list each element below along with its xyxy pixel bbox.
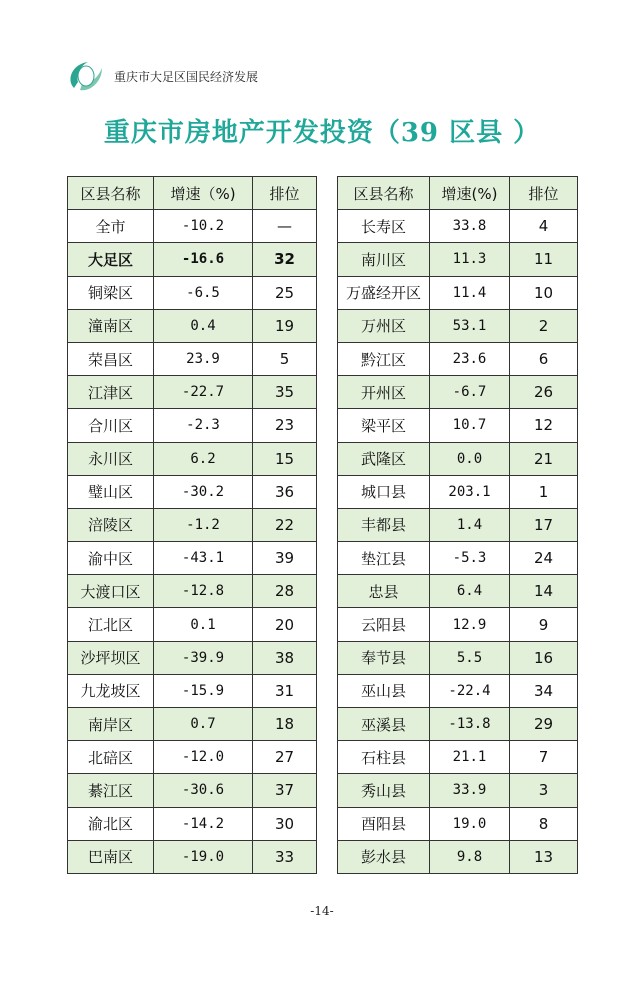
growth-cell: -1.2 xyxy=(154,508,253,541)
rank-cell: 3 xyxy=(510,774,578,807)
rank-cell: 15 xyxy=(253,442,317,475)
growth-cell: 9.8 xyxy=(430,840,510,873)
growth-cell: 33.9 xyxy=(430,774,510,807)
table-row xyxy=(338,243,578,276)
table-row xyxy=(68,276,317,309)
district-cell: 万盛经开区 xyxy=(338,276,430,309)
rank-cell: 2 xyxy=(510,309,578,342)
growth-cell: 19.0 xyxy=(430,807,510,840)
table-row xyxy=(338,475,578,508)
growth-cell: 203.1 xyxy=(430,475,510,508)
rank-cell: 29 xyxy=(510,708,578,741)
org-name: 重庆市大足区国民经济发展 xyxy=(114,69,259,84)
district-cell: 忠县 xyxy=(338,575,430,608)
district-cell: 全市 xyxy=(68,210,154,243)
district-cell: 城口县 xyxy=(338,475,430,508)
table-row xyxy=(338,276,578,309)
header-rank: 排位 xyxy=(253,177,317,210)
rank-cell: 25 xyxy=(253,276,317,309)
rank-cell: 28 xyxy=(253,575,317,608)
table-row xyxy=(338,409,578,442)
district-cell: 垫江县 xyxy=(338,542,430,575)
table-row xyxy=(338,542,578,575)
rank-cell: 30 xyxy=(253,807,317,840)
district-cell: 梁平区 xyxy=(338,409,430,442)
rank-cell: — xyxy=(253,210,317,243)
rank-cell: 37 xyxy=(253,774,317,807)
table-row xyxy=(68,442,317,475)
district-cell: 巫溪县 xyxy=(338,708,430,741)
district-cell: 永川区 xyxy=(68,442,154,475)
table-row xyxy=(68,309,317,342)
district-cell: 九龙坡区 xyxy=(68,674,154,707)
rank-cell: 24 xyxy=(510,542,578,575)
rank-cell: 38 xyxy=(253,641,317,674)
header-growth: 增速（%) xyxy=(154,177,253,210)
table-row xyxy=(68,641,317,674)
district-cell: 北碚区 xyxy=(68,741,154,774)
growth-cell: -10.2 xyxy=(154,210,253,243)
rank-cell: 22 xyxy=(253,508,317,541)
rank-cell: 11 xyxy=(510,243,578,276)
district-cell: 大渡口区 xyxy=(68,575,154,608)
district-cell: 沙坪坝区 xyxy=(68,641,154,674)
rank-cell: 36 xyxy=(253,475,317,508)
table-row xyxy=(68,475,317,508)
rank-cell: 5 xyxy=(253,342,317,375)
rank-cell: 34 xyxy=(510,674,578,707)
page-header xyxy=(66,56,258,96)
table-row xyxy=(338,342,578,375)
table-row xyxy=(338,210,578,243)
district-cell: 万州区 xyxy=(338,309,430,342)
growth-cell: -15.9 xyxy=(154,674,253,707)
right-table-body xyxy=(338,210,578,874)
table-row xyxy=(68,243,317,276)
growth-cell: 0.7 xyxy=(154,708,253,741)
rank-cell: 7 xyxy=(510,741,578,774)
growth-cell: 0.4 xyxy=(154,309,253,342)
growth-cell: 6.4 xyxy=(430,575,510,608)
table-row xyxy=(68,575,317,608)
growth-cell: -12.0 xyxy=(154,741,253,774)
table-row xyxy=(338,741,578,774)
rank-cell: 6 xyxy=(510,342,578,375)
growth-cell: -5.3 xyxy=(430,542,510,575)
table-row xyxy=(68,674,317,707)
district-cell: 铜梁区 xyxy=(68,276,154,309)
table-row xyxy=(338,774,578,807)
growth-cell: -39.9 xyxy=(154,641,253,674)
rank-cell: 20 xyxy=(253,608,317,641)
district-cell: 江北区 xyxy=(68,608,154,641)
growth-cell: -30.6 xyxy=(154,774,253,807)
table-row xyxy=(338,376,578,409)
rank-cell: 32 xyxy=(253,243,317,276)
rank-cell: 4 xyxy=(510,210,578,243)
district-cell: 丰都县 xyxy=(338,508,430,541)
rank-cell: 16 xyxy=(510,641,578,674)
header-growth: 增速(%) xyxy=(430,177,510,210)
growth-cell: 11.3 xyxy=(430,243,510,276)
district-cell: 涪陵区 xyxy=(68,508,154,541)
table-row xyxy=(338,575,578,608)
district-cell: 开州区 xyxy=(338,376,430,409)
table-row xyxy=(338,608,578,641)
growth-cell: -22.7 xyxy=(154,376,253,409)
growth-cell: 21.1 xyxy=(430,741,510,774)
growth-cell: -16.6 xyxy=(154,243,253,276)
table-row xyxy=(68,807,317,840)
growth-cell: 0.0 xyxy=(430,442,510,475)
rank-cell: 18 xyxy=(253,708,317,741)
table-row xyxy=(338,442,578,475)
district-cell: 石柱县 xyxy=(338,741,430,774)
header-district: 区县名称 xyxy=(68,177,154,210)
rank-cell: 19 xyxy=(253,309,317,342)
rank-cell: 35 xyxy=(253,376,317,409)
district-cell: 奉节县 xyxy=(338,641,430,674)
table-row xyxy=(68,508,317,541)
district-cell: 渝北区 xyxy=(68,807,154,840)
growth-cell: -13.8 xyxy=(430,708,510,741)
table-row xyxy=(338,840,578,873)
growth-cell: 23.9 xyxy=(154,342,253,375)
growth-cell: 33.8 xyxy=(430,210,510,243)
growth-cell: 0.1 xyxy=(154,608,253,641)
growth-cell: -22.4 xyxy=(430,674,510,707)
rank-cell: 27 xyxy=(253,741,317,774)
growth-cell: -43.1 xyxy=(154,542,253,575)
rank-cell: 26 xyxy=(510,376,578,409)
growth-cell: 1.4 xyxy=(430,508,510,541)
district-cell: 秀山县 xyxy=(338,774,430,807)
district-cell: 酉阳县 xyxy=(338,807,430,840)
table-row xyxy=(338,708,578,741)
rank-cell: 14 xyxy=(510,575,578,608)
rank-cell: 33 xyxy=(253,840,317,873)
growth-cell: -6.7 xyxy=(430,376,510,409)
district-cell: 云阳县 xyxy=(338,608,430,641)
table-row xyxy=(338,641,578,674)
district-cell: 彭水县 xyxy=(338,840,430,873)
rank-cell: 13 xyxy=(510,840,578,873)
district-cell: 大足区 xyxy=(68,243,154,276)
table-header-row xyxy=(68,177,317,210)
header-rank: 排位 xyxy=(510,177,578,210)
left-table xyxy=(67,176,317,874)
growth-cell: 53.1 xyxy=(430,309,510,342)
district-cell: 黔江区 xyxy=(338,342,430,375)
growth-cell: 12.9 xyxy=(430,608,510,641)
table-row xyxy=(68,409,317,442)
growth-cell: -19.0 xyxy=(154,840,253,873)
table-row xyxy=(338,309,578,342)
rank-cell: 23 xyxy=(253,409,317,442)
table-row xyxy=(338,508,578,541)
district-cell: 綦江区 xyxy=(68,774,154,807)
district-cell: 武隆区 xyxy=(338,442,430,475)
district-cell: 璧山区 xyxy=(68,475,154,508)
rank-cell: 9 xyxy=(510,608,578,641)
growth-cell: 10.7 xyxy=(430,409,510,442)
growth-cell: 6.2 xyxy=(154,442,253,475)
rank-cell: 10 xyxy=(510,276,578,309)
growth-cell: 23.6 xyxy=(430,342,510,375)
rank-cell: 39 xyxy=(253,542,317,575)
growth-cell: 5.5 xyxy=(430,641,510,674)
table-row xyxy=(68,342,317,375)
org-logo-icon xyxy=(66,58,106,94)
rank-cell: 17 xyxy=(510,508,578,541)
header-district: 区县名称 xyxy=(338,177,430,210)
district-cell: 合川区 xyxy=(68,409,154,442)
growth-cell: -12.8 xyxy=(154,575,253,608)
table-header-row xyxy=(338,177,578,210)
table-row xyxy=(68,774,317,807)
right-table xyxy=(337,176,578,874)
rank-cell: 1 xyxy=(510,475,578,508)
table-row xyxy=(68,741,317,774)
table-row xyxy=(68,542,317,575)
district-cell: 南川区 xyxy=(338,243,430,276)
table-row xyxy=(68,210,317,243)
growth-cell: -2.3 xyxy=(154,409,253,442)
district-cell: 荣昌区 xyxy=(68,342,154,375)
district-cell: 巫山县 xyxy=(338,674,430,707)
rank-cell: 31 xyxy=(253,674,317,707)
district-cell: 南岸区 xyxy=(68,708,154,741)
table-row xyxy=(338,807,578,840)
growth-cell: -14.2 xyxy=(154,807,253,840)
growth-cell: -30.2 xyxy=(154,475,253,508)
district-cell: 长寿区 xyxy=(338,210,430,243)
growth-cell: 11.4 xyxy=(430,276,510,309)
rank-cell: 21 xyxy=(510,442,578,475)
table-row xyxy=(68,608,317,641)
table-row xyxy=(68,708,317,741)
table-row xyxy=(68,840,317,873)
table-row xyxy=(68,376,317,409)
table-row xyxy=(338,674,578,707)
page-number: -14- xyxy=(310,904,334,918)
page-title: 重庆市房地产开发投资（39 区县 ） xyxy=(103,118,541,148)
district-cell: 渝中区 xyxy=(68,542,154,575)
rank-cell: 12 xyxy=(510,409,578,442)
left-table-body xyxy=(68,210,317,874)
district-cell: 巴南区 xyxy=(68,840,154,873)
growth-cell: -6.5 xyxy=(154,276,253,309)
district-cell: 潼南区 xyxy=(68,309,154,342)
rank-cell: 8 xyxy=(510,807,578,840)
district-cell: 江津区 xyxy=(68,376,154,409)
